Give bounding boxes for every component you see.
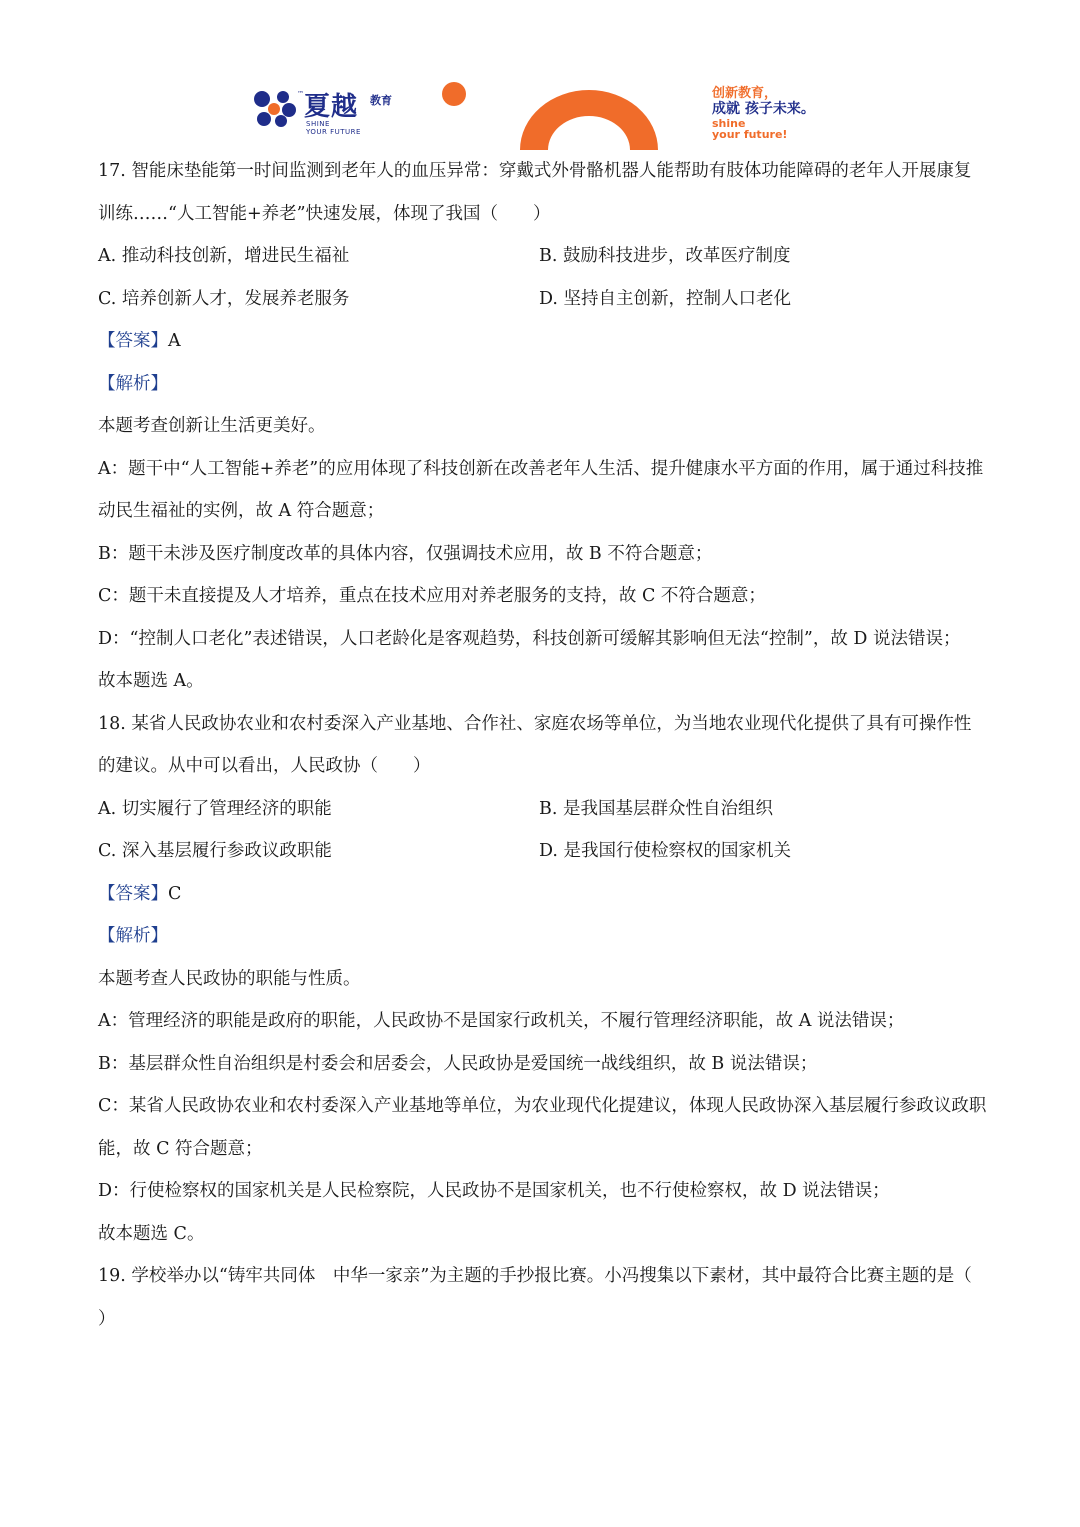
orange-arc-graphic — [438, 82, 660, 150]
analysis-line: A：管理经济的职能是政府的职能，人民政协不是国家行政机关，不履行管理经济职能，故 A 说法错误； — [98, 1011, 905, 1031]
question-18 — [98, 703, 988, 1256]
option-a: A. 推动科技创新，增进民生福祉 — [98, 246, 350, 266]
brand-slogan: 创新教育， 成就 孩子未来。 shine your future! — [712, 86, 815, 141]
analysis-tag: 【解析】 — [98, 926, 168, 946]
answer-line — [98, 320, 988, 363]
analysis-line: D：行使检察权的国家机关是人民检察院，人民政协不是国家机关，也不行使检察权，故 D 说法错误； — [98, 1181, 890, 1201]
question-stem: 17. 智能床垫能第一时间监测到老年人的血压异常：穿戴式外骨骼机器人能帮助有肢体功能障碍的老年人开展康复训练……“人工智能+养老”快速发展，体现了我国（ ） — [98, 161, 972, 224]
option-b: B. 鼓励科技进步，改革医疗制度 — [539, 246, 791, 266]
brand-trademark: ™ — [297, 90, 304, 98]
page-header — [0, 0, 1080, 150]
analysis-line: 本题考查人民政协的职能与性质。 — [98, 968, 361, 989]
answer-line — [98, 873, 988, 916]
exam-content — [98, 150, 1007, 1340]
xiayue-logo-icon — [253, 90, 297, 128]
analysis-conclusion: 故本题选 C。 — [98, 1223, 205, 1244]
analysis-line: D：“控制人口老化”表述错误，人口老龄化是客观趋势，科技创新可缓解其影响但无法“控制”，故 D 说法错误； — [98, 628, 961, 649]
answer-tag: 【答案】 — [98, 883, 168, 904]
options-row — [98, 278, 988, 321]
analysis-line: 本题考查创新让生活更美好。 — [98, 416, 326, 436]
option-a: A. 切实履行了管理经济的职能 — [98, 798, 332, 819]
option-b: B. 是我国基层群众性自治组织 — [539, 798, 773, 819]
analysis-line: A：题干中“人工智能+养老”的应用体现了科技创新在改善老年人生活、提升健康水平方面的作用，属于通过科技推动民生福祉的实例，故 A 符合题意； — [98, 458, 984, 521]
answer-value: C — [168, 883, 182, 904]
options-row — [98, 788, 988, 831]
question-stem: 18. 某省人民政协农业和农村委深入产业基地、合作社、家庭农场等单位，为当地农业现代化提供了具有可操作性的建议。从中可以看出，人民政协（ ） — [98, 713, 972, 776]
options-row — [98, 830, 988, 873]
option-d: D. 坚持自主创新，控制人口老化 — [539, 288, 792, 309]
answer-tag: 【答案】 — [98, 331, 168, 351]
analysis-line: C：题干未直接提及人才培养，重点在技术应用对养老服务的支持，故 C 不符合题意； — [98, 586, 766, 606]
analysis-line: B：题干未涉及医疗制度改革的具体内容，仅强调技术应用，故 B 不符合题意； — [98, 543, 713, 564]
option-c: C. 培养创新人才，发展养老服务 — [98, 288, 350, 309]
question-17 — [98, 150, 988, 703]
brand-name: 夏越 — [304, 92, 359, 122]
question-19 — [98, 1255, 1007, 1340]
option-c: C. 深入基层履行参政议政职能 — [98, 841, 332, 861]
question-stem: 19. 学校举办以“铸牢共同体 中华一家亲”为主题的手抄报比赛。小冯搜集以下素材，其中最符合比赛主题的是（ ） — [98, 1266, 1007, 1329]
analysis-tag: 【解析】 — [98, 373, 168, 394]
answer-value: A — [168, 331, 181, 351]
analysis-conclusion: 故本题选 A。 — [98, 671, 204, 691]
options-row — [98, 235, 988, 278]
analysis-line: C：某省人民政协农业和农村委深入产业基地等单位，为农业现代化提建议，体现人民政协深入基层履行参政议政职能，故 C 符合题意； — [98, 1096, 987, 1159]
brand-english: SHINE YOUR FUTURE — [306, 120, 361, 136]
analysis-line: B：基层群众性自治组织是村委会和居委会，人民政协是爱国统一战线组织，故 B 说法错误； — [98, 1053, 818, 1074]
option-d: D. 是我国行使检察权的国家机关 — [539, 841, 792, 861]
brand-suffix: 教育 — [370, 94, 392, 107]
